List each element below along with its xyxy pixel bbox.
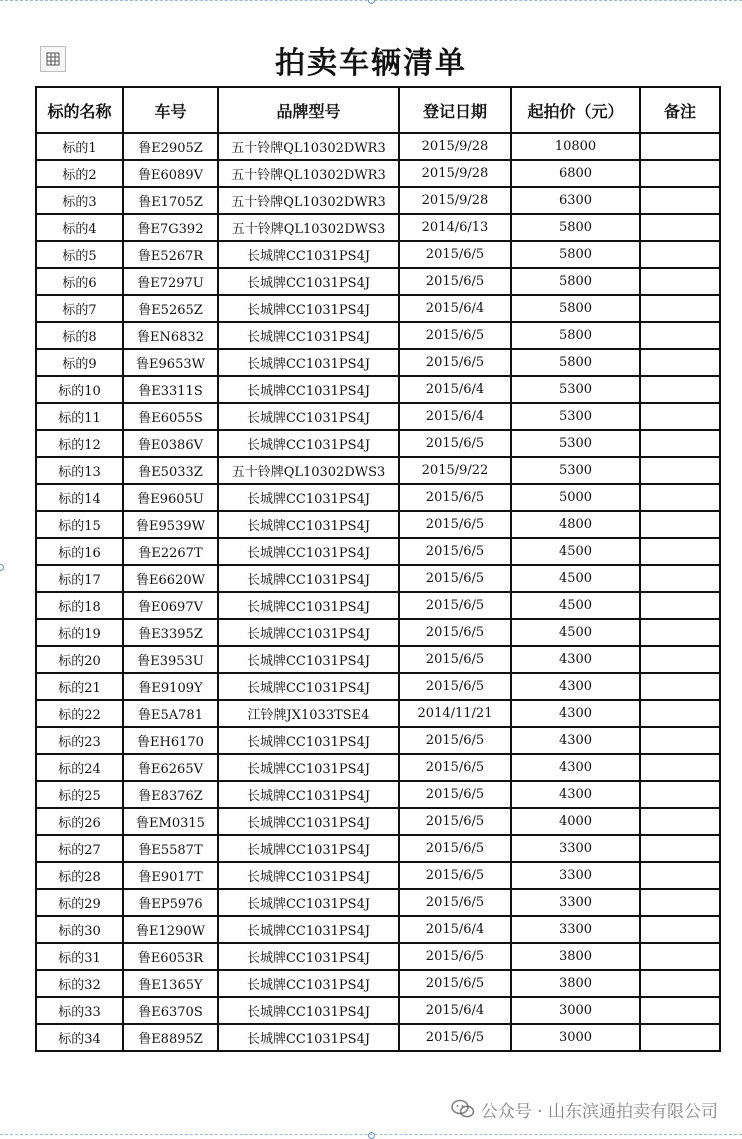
plate-number-cell: 鲁E5267R xyxy=(123,241,218,268)
brand-model-cell: 长城牌CC1031PS4J xyxy=(218,943,399,970)
brand-model-cell: 长城牌CC1031PS4J xyxy=(218,916,399,943)
brand-model-cell: 长城牌CC1031PS4J xyxy=(218,727,399,754)
starting-price-cell: 6800 xyxy=(511,160,640,187)
plate-number-cell: 鲁E9109Y xyxy=(123,673,218,700)
plate-number-cell: 鲁E3311S xyxy=(123,376,218,403)
starting-price-cell: 3800 xyxy=(511,970,640,997)
plate-number-cell: 鲁E6265V xyxy=(123,754,218,781)
plate-number-cell: 鲁E6055S xyxy=(123,403,218,430)
brand-model-cell: 长城牌CC1031PS4J xyxy=(218,673,399,700)
starting-price-cell: 4500 xyxy=(511,592,640,619)
brand-model-cell: 长城牌CC1031PS4J xyxy=(218,808,399,835)
table-row xyxy=(36,970,720,997)
brand-model-cell: 长城牌CC1031PS4J xyxy=(218,997,399,1024)
table-row xyxy=(36,592,720,619)
lot-name-cell: 标的15 xyxy=(36,511,123,538)
brand-model-cell: 长城牌CC1031PS4J xyxy=(218,538,399,565)
table-row xyxy=(36,943,720,970)
table-row xyxy=(36,376,720,403)
brand-model-cell: 五十铃牌QL10302DWR3 xyxy=(218,160,399,187)
table-row xyxy=(36,835,720,862)
remarks-cell xyxy=(640,592,720,619)
plate-number-cell: 鲁E5587T xyxy=(123,835,218,862)
starting-price-cell: 5800 xyxy=(511,268,640,295)
plate-number-cell: 鲁E5033Z xyxy=(123,457,218,484)
brand-model-cell: 长城牌CC1031PS4J xyxy=(218,970,399,997)
table-row xyxy=(36,646,720,673)
table-row xyxy=(36,808,720,835)
remarks-cell xyxy=(640,808,720,835)
registration-date-cell: 2015/6/4 xyxy=(399,916,511,943)
table-row xyxy=(36,457,720,484)
lot-name-cell: 标的10 xyxy=(36,376,123,403)
starting-price-cell: 4500 xyxy=(511,538,640,565)
remarks-cell xyxy=(640,889,720,916)
lot-name-cell: 标的16 xyxy=(36,538,123,565)
registration-date-cell: 2015/6/4 xyxy=(399,376,511,403)
table-row xyxy=(36,511,720,538)
table-row xyxy=(36,484,720,511)
registration-date-cell: 2015/6/5 xyxy=(399,835,511,862)
header-plate-number: 车号 xyxy=(123,87,218,133)
table-row xyxy=(36,241,720,268)
lot-name-cell: 标的25 xyxy=(36,781,123,808)
lot-name-cell: 标的30 xyxy=(36,916,123,943)
plate-number-cell: 鲁E9653W xyxy=(123,349,218,376)
brand-model-cell: 长城牌CC1031PS4J xyxy=(218,511,399,538)
starting-price-cell: 5300 xyxy=(511,457,640,484)
starting-price-cell: 5800 xyxy=(511,295,640,322)
lot-name-cell: 标的1 xyxy=(36,133,123,160)
starting-price-cell: 10800 xyxy=(511,133,640,160)
registration-date-cell: 2015/6/5 xyxy=(399,862,511,889)
starting-price-cell: 3000 xyxy=(511,1024,640,1051)
lot-name-cell: 标的33 xyxy=(36,997,123,1024)
page-title: 拍卖车辆清单 xyxy=(275,46,467,81)
registration-date-cell: 2015/6/5 xyxy=(399,970,511,997)
registration-date-cell: 2015/9/22 xyxy=(399,457,511,484)
lot-name-cell: 标的11 xyxy=(36,403,123,430)
lot-name-cell: 标的7 xyxy=(36,295,123,322)
brand-model-cell: 长城牌CC1031PS4J xyxy=(218,1024,399,1051)
lot-name-cell: 标的9 xyxy=(36,349,123,376)
plate-number-cell: 鲁EH6170 xyxy=(123,727,218,754)
plate-number-cell: 鲁E6053R xyxy=(123,943,218,970)
header-remarks: 备注 xyxy=(640,87,720,133)
registration-date-cell: 2015/6/5 xyxy=(399,511,511,538)
brand-model-cell: 长城牌CC1031PS4J xyxy=(218,889,399,916)
starting-price-cell: 5800 xyxy=(511,241,640,268)
lot-name-cell: 标的2 xyxy=(36,160,123,187)
registration-date-cell: 2015/6/5 xyxy=(399,430,511,457)
lot-name-cell: 标的32 xyxy=(36,970,123,997)
remarks-cell xyxy=(640,511,720,538)
registration-date-cell: 2015/6/4 xyxy=(399,295,511,322)
registration-date-cell: 2015/6/5 xyxy=(399,889,511,916)
remarks-cell xyxy=(640,673,720,700)
table-row xyxy=(36,1024,720,1051)
registration-date-cell: 2015/6/5 xyxy=(399,943,511,970)
starting-price-cell: 3300 xyxy=(511,862,640,889)
plate-number-cell: 鲁E2905Z xyxy=(123,133,218,160)
plate-number-cell: 鲁E9605U xyxy=(123,484,218,511)
remarks-cell xyxy=(640,700,720,727)
registration-date-cell: 2015/6/5 xyxy=(399,646,511,673)
lot-name-cell: 标的20 xyxy=(36,646,123,673)
registration-date-cell: 2015/9/28 xyxy=(399,133,511,160)
remarks-cell xyxy=(640,835,720,862)
header-lot-name: 标的名称 xyxy=(36,87,123,133)
lot-name-cell: 标的21 xyxy=(36,673,123,700)
plate-number-cell: 鲁E6620W xyxy=(123,565,218,592)
remarks-cell xyxy=(640,619,720,646)
plate-number-cell: 鲁E3395Z xyxy=(123,619,218,646)
brand-model-cell: 长城牌CC1031PS4J xyxy=(218,619,399,646)
starting-price-cell: 5300 xyxy=(511,403,640,430)
lot-name-cell: 标的6 xyxy=(36,268,123,295)
starting-price-cell: 4300 xyxy=(511,754,640,781)
plate-number-cell: 鲁E5265Z xyxy=(123,295,218,322)
remarks-cell xyxy=(640,430,720,457)
table-row xyxy=(36,754,720,781)
plate-number-cell: 鲁E0697V xyxy=(123,592,218,619)
wechat-icon xyxy=(451,1099,475,1119)
plate-number-cell: 鲁E8895Z xyxy=(123,1024,218,1051)
remarks-cell xyxy=(640,970,720,997)
remarks-cell xyxy=(640,484,720,511)
table-body xyxy=(36,133,720,1051)
plate-number-cell: 鲁E7G392 xyxy=(123,214,218,241)
header-starting-price: 起拍价（元） xyxy=(511,87,640,133)
remarks-cell xyxy=(640,943,720,970)
lot-name-cell: 标的12 xyxy=(36,430,123,457)
plate-number-cell: 鲁E5A781 xyxy=(123,700,218,727)
starting-price-cell: 3800 xyxy=(511,943,640,970)
registration-date-cell: 2015/6/5 xyxy=(399,619,511,646)
registration-date-cell: 2015/9/28 xyxy=(399,160,511,187)
remarks-cell xyxy=(640,781,720,808)
remarks-cell xyxy=(640,133,720,160)
header-registration-date: 登记日期 xyxy=(399,87,511,133)
registration-date-cell: 2015/6/5 xyxy=(399,1024,511,1051)
plate-number-cell: 鲁E6370S xyxy=(123,997,218,1024)
registration-date-cell: 2015/6/5 xyxy=(399,538,511,565)
plate-number-cell: 鲁E1705Z xyxy=(123,187,218,214)
remarks-cell xyxy=(640,295,720,322)
remarks-cell xyxy=(640,403,720,430)
starting-price-cell: 4300 xyxy=(511,781,640,808)
starting-price-cell: 4500 xyxy=(511,565,640,592)
table-row xyxy=(36,538,720,565)
plate-number-cell: 鲁E7297U xyxy=(123,268,218,295)
brand-model-cell: 长城牌CC1031PS4J xyxy=(218,322,399,349)
header-brand-model: 品牌型号 xyxy=(218,87,399,133)
table-row xyxy=(36,349,720,376)
lot-name-cell: 标的23 xyxy=(36,727,123,754)
lot-name-cell: 标的27 xyxy=(36,835,123,862)
remarks-cell xyxy=(640,160,720,187)
starting-price-cell: 4300 xyxy=(511,673,640,700)
registration-date-cell: 2014/11/21 xyxy=(399,700,511,727)
table-row xyxy=(36,268,720,295)
starting-price-cell: 5300 xyxy=(511,430,640,457)
brand-model-cell: 长城牌CC1031PS4J xyxy=(218,862,399,889)
starting-price-cell: 4300 xyxy=(511,646,640,673)
brand-model-cell: 长城牌CC1031PS4J xyxy=(218,376,399,403)
registration-date-cell: 2015/6/4 xyxy=(399,403,511,430)
table-row xyxy=(36,430,720,457)
remarks-cell xyxy=(640,268,720,295)
starting-price-cell: 4800 xyxy=(511,511,640,538)
brand-model-cell: 长城牌CC1031PS4J xyxy=(218,403,399,430)
table-row xyxy=(36,160,720,187)
brand-model-cell: 五十铃牌QL10302DWS3 xyxy=(218,457,399,484)
table-row xyxy=(36,727,720,754)
starting-price-cell: 5300 xyxy=(511,376,640,403)
remarks-cell xyxy=(640,646,720,673)
brand-model-cell: 五十铃牌QL10302DWR3 xyxy=(218,187,399,214)
starting-price-cell: 5800 xyxy=(511,322,640,349)
remarks-cell xyxy=(640,322,720,349)
registration-date-cell: 2015/6/5 xyxy=(399,349,511,376)
brand-model-cell: 长城牌CC1031PS4J xyxy=(218,592,399,619)
brand-model-cell: 长城牌CC1031PS4J xyxy=(218,295,399,322)
plate-number-cell: 鲁E1290W xyxy=(123,916,218,943)
plate-number-cell: 鲁EN6832 xyxy=(123,322,218,349)
lot-name-cell: 标的17 xyxy=(36,565,123,592)
registration-date-cell: 2015/6/4 xyxy=(399,997,511,1024)
remarks-cell xyxy=(640,565,720,592)
lot-name-cell: 标的22 xyxy=(36,700,123,727)
lot-name-cell: 标的8 xyxy=(36,322,123,349)
remarks-cell xyxy=(640,538,720,565)
registration-date-cell: 2014/6/13 xyxy=(399,214,511,241)
brand-model-cell: 江铃牌JX1033TSE4 xyxy=(218,700,399,727)
remarks-cell xyxy=(640,727,720,754)
selection-handle-left[interactable] xyxy=(0,564,4,571)
registration-date-cell: 2015/6/5 xyxy=(399,673,511,700)
starting-price-cell: 3300 xyxy=(511,835,640,862)
starting-price-cell: 5800 xyxy=(511,349,640,376)
lot-name-cell: 标的18 xyxy=(36,592,123,619)
table-row xyxy=(36,133,720,160)
table-header-row xyxy=(36,87,720,133)
brand-model-cell: 长城牌CC1031PS4J xyxy=(218,835,399,862)
plate-number-cell: 鲁E8376Z xyxy=(123,781,218,808)
table-row xyxy=(36,322,720,349)
remarks-cell xyxy=(640,916,720,943)
watermark-text: 公众号 · 山东滨通拍卖有限公司 xyxy=(480,1101,718,1122)
plate-number-cell: 鲁E1365Y xyxy=(123,970,218,997)
selection-handle-top[interactable] xyxy=(368,0,375,4)
lot-name-cell: 标的34 xyxy=(36,1024,123,1051)
table-row xyxy=(36,700,720,727)
starting-price-cell: 3300 xyxy=(511,889,640,916)
brand-model-cell: 长城牌CC1031PS4J xyxy=(218,349,399,376)
table-row xyxy=(36,997,720,1024)
auction-vehicle-table xyxy=(35,86,721,1052)
starting-price-cell: 3300 xyxy=(511,916,640,943)
brand-model-cell: 长城牌CC1031PS4J xyxy=(218,646,399,673)
table-row xyxy=(36,565,720,592)
plate-number-cell: 鲁E9539W xyxy=(123,511,218,538)
starting-price-cell: 4300 xyxy=(511,700,640,727)
starting-price-cell: 4300 xyxy=(511,727,640,754)
table-row xyxy=(36,403,720,430)
lot-name-cell: 标的28 xyxy=(36,862,123,889)
plate-number-cell: 鲁EP5976 xyxy=(123,889,218,916)
lot-name-cell: 标的31 xyxy=(36,943,123,970)
brand-model-cell: 长城牌CC1031PS4J xyxy=(218,781,399,808)
lot-name-cell: 标的29 xyxy=(36,889,123,916)
plate-number-cell: 鲁E2267T xyxy=(123,538,218,565)
lot-name-cell: 标的3 xyxy=(36,187,123,214)
remarks-cell xyxy=(640,241,720,268)
registration-date-cell: 2015/6/5 xyxy=(399,808,511,835)
registration-date-cell: 2015/6/5 xyxy=(399,781,511,808)
registration-date-cell: 2015/6/5 xyxy=(399,268,511,295)
registration-date-cell: 2015/6/5 xyxy=(399,322,511,349)
starting-price-cell: 3000 xyxy=(511,997,640,1024)
lot-name-cell: 标的4 xyxy=(36,214,123,241)
table-row xyxy=(36,295,720,322)
remarks-cell xyxy=(640,349,720,376)
plate-number-cell: 鲁E6089V xyxy=(123,160,218,187)
remarks-cell xyxy=(640,376,720,403)
registration-date-cell: 2015/9/28 xyxy=(399,187,511,214)
lot-name-cell: 标的13 xyxy=(36,457,123,484)
starting-price-cell: 5800 xyxy=(511,214,640,241)
brand-model-cell: 五十铃牌QL10302DWS3 xyxy=(218,214,399,241)
table-row xyxy=(36,619,720,646)
lot-name-cell: 标的24 xyxy=(36,754,123,781)
registration-date-cell: 2015/6/5 xyxy=(399,727,511,754)
registration-date-cell: 2015/6/5 xyxy=(399,241,511,268)
brand-model-cell: 五十铃牌QL10302DWR3 xyxy=(218,133,399,160)
lot-name-cell: 标的5 xyxy=(36,241,123,268)
remarks-cell xyxy=(640,1024,720,1051)
table-row xyxy=(36,916,720,943)
remarks-cell xyxy=(640,997,720,1024)
plate-number-cell: 鲁E0386V xyxy=(123,430,218,457)
registration-date-cell: 2015/6/5 xyxy=(399,592,511,619)
table-row xyxy=(36,187,720,214)
table-row xyxy=(36,862,720,889)
starting-price-cell: 6300 xyxy=(511,187,640,214)
registration-date-cell: 2015/6/5 xyxy=(399,754,511,781)
table-row xyxy=(36,673,720,700)
plate-number-cell: 鲁E3953U xyxy=(123,646,218,673)
starting-price-cell: 4500 xyxy=(511,619,640,646)
plate-number-cell: 鲁E9017T xyxy=(123,862,218,889)
remarks-cell xyxy=(640,214,720,241)
remarks-cell xyxy=(640,754,720,781)
brand-model-cell: 长城牌CC1031PS4J xyxy=(218,754,399,781)
lot-name-cell: 标的14 xyxy=(36,484,123,511)
starting-price-cell: 4000 xyxy=(511,808,640,835)
remarks-cell xyxy=(640,862,720,889)
brand-model-cell: 长城牌CC1031PS4J xyxy=(218,241,399,268)
plate-number-cell: 鲁EM0315 xyxy=(123,808,218,835)
page-bottom-boundary xyxy=(0,1134,742,1136)
remarks-cell xyxy=(640,187,720,214)
lot-name-cell: 标的19 xyxy=(36,619,123,646)
table-row xyxy=(36,214,720,241)
registration-date-cell: 2015/6/5 xyxy=(399,484,511,511)
brand-model-cell: 长城牌CC1031PS4J xyxy=(218,484,399,511)
brand-model-cell: 长城牌CC1031PS4J xyxy=(218,268,399,295)
starting-price-cell: 5000 xyxy=(511,484,640,511)
watermark xyxy=(451,1096,718,1122)
table-row xyxy=(36,781,720,808)
table-row xyxy=(36,889,720,916)
brand-model-cell: 长城牌CC1031PS4J xyxy=(218,430,399,457)
lot-name-cell: 标的26 xyxy=(36,808,123,835)
registration-date-cell: 2015/6/5 xyxy=(399,565,511,592)
brand-model-cell: 长城牌CC1031PS4J xyxy=(218,565,399,592)
remarks-cell xyxy=(640,457,720,484)
